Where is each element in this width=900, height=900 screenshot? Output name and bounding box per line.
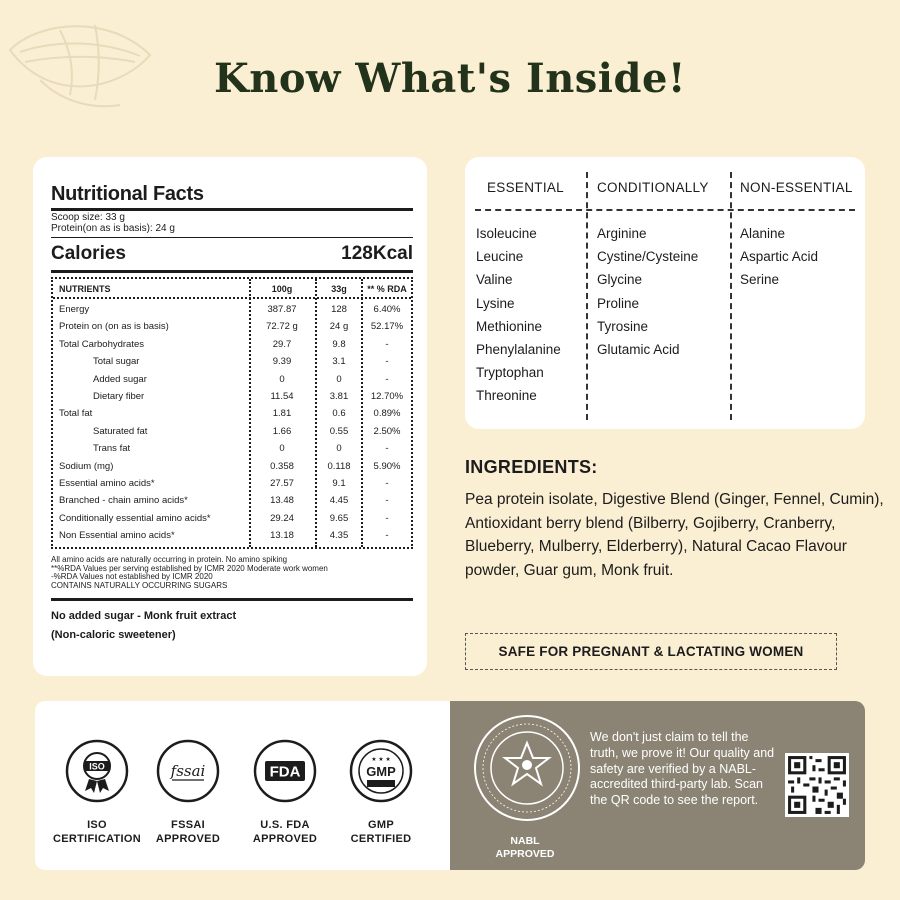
value-33g: 3.81 bbox=[329, 391, 349, 402]
page-title: Know What's Inside! bbox=[214, 55, 686, 102]
table-row bbox=[53, 389, 411, 406]
value-33g: 0.118 bbox=[327, 460, 351, 472]
value-100g: 0 bbox=[279, 443, 285, 455]
nutrient-name: Essential amino acids* bbox=[59, 478, 155, 489]
qr-code-icon[interactable] bbox=[785, 753, 849, 817]
nutrient-name: Dietary fiber bbox=[93, 391, 145, 402]
amino-acid-item: Valine bbox=[476, 272, 513, 288]
note: **%RDA Values per serving established by ICMR 2020 Moderate work women bbox=[51, 563, 328, 573]
note: -%RDA Values not established by ICMR 2020 bbox=[51, 572, 213, 582]
cert-fssai bbox=[143, 739, 233, 846]
cert-label: GMP CERTIFIED bbox=[350, 819, 412, 845]
divider bbox=[475, 209, 855, 211]
header-100g: 100g bbox=[271, 284, 293, 294]
value-100g: 1.81 bbox=[272, 408, 292, 420]
cert-iso bbox=[52, 739, 142, 846]
nabl-panel bbox=[450, 701, 865, 870]
table-row bbox=[53, 511, 411, 528]
value-33g: 0.6 bbox=[332, 408, 346, 420]
value-rda: - bbox=[385, 443, 389, 455]
svg-text:FDA: FDA bbox=[269, 763, 301, 781]
divider bbox=[51, 208, 413, 211]
value-100g: 29.24 bbox=[270, 512, 294, 524]
value-33g: 4.45 bbox=[329, 495, 349, 507]
table-row bbox=[53, 302, 411, 319]
nabl-description: We don't just claim to tell the truth, we prove it! Our quality and safety are verified by a NABL-accredited third-party lab. Scan the QR code to see the report. bbox=[590, 730, 775, 808]
ingredients-text: Pea protein isolate, Digestive Blend (Ginger, Fennel, Cumin), Antioxidant berry blend (Bilberry, Gojiberry, Cranberry, Blueberry, Mulberry, Elderberry), Natural Cacao Flavour powder, Guar gum, Monk fruit. bbox=[465, 491, 884, 579]
nonessential-list bbox=[740, 225, 818, 295]
svg-text:★ ★ ★: ★ ★ ★ bbox=[371, 757, 391, 763]
divider bbox=[51, 270, 413, 273]
value-33g: 0.55 bbox=[329, 425, 349, 437]
table-row bbox=[53, 406, 411, 423]
nutrient-name: Sodium (mg) bbox=[59, 460, 114, 472]
value-100g: 13.48 bbox=[270, 495, 294, 507]
header-rda: ** % RDA bbox=[367, 284, 407, 294]
value-rda: 12.70% bbox=[370, 391, 404, 402]
scoop-size: Scoop size: 33 g bbox=[51, 212, 125, 223]
amino-acid-item: Glycine bbox=[597, 272, 643, 288]
amino-acid-item: Lysine bbox=[476, 295, 515, 311]
value-33g: 3.1 bbox=[332, 356, 346, 368]
nutrient-name: Trans fat bbox=[93, 443, 131, 455]
value-33g: 9.65 bbox=[329, 512, 349, 524]
ingredients-heading: INGREDIENTS: bbox=[465, 457, 598, 477]
nutrient-name: Total sugar bbox=[93, 356, 140, 368]
amino-acid-item: Tryptophan bbox=[476, 365, 544, 381]
calories-value: 128Kcal bbox=[341, 243, 413, 264]
value-rda: - bbox=[385, 512, 389, 524]
nutrition-facts-card bbox=[33, 157, 427, 676]
conditional-heading: CONDITIONALLY bbox=[597, 180, 709, 195]
value-100g: 9.39 bbox=[272, 356, 292, 368]
value-rda: 5.90% bbox=[373, 460, 401, 472]
amino-acid-item: Isoleucine bbox=[476, 226, 537, 241]
table-row bbox=[53, 319, 411, 336]
amino-acid-item: Arginine bbox=[597, 226, 647, 241]
value-100g: 11.54 bbox=[270, 391, 294, 402]
value-100g: 72.72 g bbox=[266, 321, 298, 333]
value-33g: 0 bbox=[336, 373, 342, 385]
value-33g: 24 g bbox=[329, 321, 349, 333]
value-rda: - bbox=[385, 373, 389, 385]
sweetener-note: No added sugar - Monk fruit extract bbox=[51, 610, 237, 622]
value-100g: 13.18 bbox=[270, 530, 294, 542]
svg-text:GMP: GMP bbox=[366, 764, 396, 779]
table-row bbox=[53, 493, 411, 510]
value-rda: - bbox=[385, 356, 389, 368]
cert-gmp bbox=[336, 739, 426, 846]
value-rda: 2.50% bbox=[373, 425, 401, 437]
gmp-icon bbox=[349, 739, 413, 803]
table-row bbox=[53, 441, 411, 458]
amino-acid-item: Proline bbox=[597, 295, 640, 311]
protein-basis: Protein(on as is basis): 24 g bbox=[51, 223, 175, 234]
amino-acid-item: Tyrosine bbox=[597, 318, 649, 334]
divider bbox=[51, 237, 413, 238]
safe-for-pregnancy-badge: SAFE FOR PREGNANT & LACTATING WOMEN bbox=[465, 633, 837, 670]
value-100g: 27.57 bbox=[270, 478, 294, 489]
nutrient-name: Conditionally essential amino acids* bbox=[59, 512, 211, 524]
divider bbox=[730, 172, 732, 420]
table-row bbox=[53, 528, 411, 545]
fssai-icon bbox=[156, 739, 220, 803]
value-33g: 4.35 bbox=[329, 530, 349, 542]
note: CONTAINS NATURALLY OCCURRING SUGARS bbox=[51, 580, 228, 590]
table-row bbox=[53, 476, 411, 493]
divider bbox=[586, 172, 588, 420]
header-33g: 33g bbox=[331, 284, 347, 294]
conditional-list bbox=[597, 225, 698, 364]
amino-acid-item: Alanine bbox=[740, 226, 786, 241]
fda-icon bbox=[253, 739, 317, 803]
amino-acid-card bbox=[465, 157, 865, 429]
nutrient-name: Non Essential amino acids* bbox=[59, 530, 175, 542]
amino-acid-item: Aspartic Acid bbox=[740, 249, 819, 265]
value-33g: 0 bbox=[336, 443, 342, 455]
value-rda: - bbox=[385, 478, 389, 489]
svg-text:fssai: fssai bbox=[170, 762, 206, 780]
nonessential-heading: NON-ESSENTIAL bbox=[740, 180, 853, 195]
table-row bbox=[53, 424, 411, 441]
amino-acid-item: Cystine/Cysteine bbox=[597, 249, 699, 265]
certifications-panel bbox=[35, 701, 450, 870]
nutrition-notes bbox=[51, 556, 413, 590]
value-rda: 0.89% bbox=[373, 408, 401, 420]
nutrient-name: Saturated fat bbox=[93, 425, 148, 437]
cert-label: U.S. FDA APPROVED bbox=[252, 819, 318, 845]
calories-label: Calories bbox=[51, 243, 126, 264]
amino-acid-item: Threonine bbox=[476, 388, 537, 404]
nutrient-name: Added sugar bbox=[93, 373, 147, 385]
table-row bbox=[53, 459, 411, 476]
table-row bbox=[53, 354, 411, 371]
amino-acid-item: Phenylalanine bbox=[476, 341, 561, 357]
value-100g: 0.358 bbox=[270, 460, 294, 472]
svg-text:ISO: ISO bbox=[89, 761, 105, 772]
nutrient-name: Protein on (on as is basis) bbox=[59, 321, 169, 333]
value-rda: - bbox=[385, 495, 389, 507]
essential-heading: ESSENTIAL bbox=[487, 180, 564, 195]
sweetener-subnote: (Non-caloric sweetener) bbox=[51, 629, 176, 641]
value-rda: - bbox=[385, 530, 389, 542]
nutrient-name: Energy bbox=[59, 304, 90, 315]
header-nutrients: NUTRIENTS bbox=[59, 284, 111, 294]
value-33g: 128 bbox=[331, 304, 347, 315]
value-100g: 29.7 bbox=[272, 338, 292, 350]
cert-fda bbox=[240, 739, 330, 846]
nutrition-title: Nutritional Facts bbox=[51, 183, 204, 205]
value-rda: 6.40% bbox=[373, 304, 401, 315]
amino-acid-item: Serine bbox=[740, 272, 780, 288]
nabl-seal-icon bbox=[472, 713, 582, 823]
nabl-label: NABL APPROVED bbox=[495, 835, 555, 860]
iso-icon bbox=[65, 739, 129, 803]
table-row bbox=[53, 337, 411, 354]
nutrient-name: Total Carbohydrates bbox=[59, 338, 145, 350]
value-33g: 9.1 bbox=[332, 478, 346, 489]
divider bbox=[51, 598, 413, 601]
nutrition-table bbox=[51, 277, 413, 549]
value-100g: 387.87 bbox=[267, 304, 297, 315]
table-row bbox=[53, 372, 411, 389]
value-100g: 0 bbox=[279, 373, 285, 385]
nutrient-name: Total fat bbox=[59, 408, 93, 420]
amino-acid-item: Leucine bbox=[476, 249, 524, 265]
value-rda: - bbox=[385, 338, 389, 350]
note: All amino acids are naturally occurring in protein. No amino spiking bbox=[51, 555, 288, 564]
value-100g: 1.66 bbox=[272, 425, 292, 437]
cert-label: FSSAI APPROVED bbox=[155, 819, 221, 845]
essential-list bbox=[476, 225, 561, 411]
table-header bbox=[53, 279, 411, 299]
cert-label: ISO CERTIFICATION bbox=[52, 819, 142, 845]
amino-acid-item: Glutamic Acid bbox=[597, 341, 680, 357]
value-rda: 52.17% bbox=[370, 321, 404, 333]
value-33g: 9.8 bbox=[332, 338, 346, 350]
amino-acid-item: Methionine bbox=[476, 318, 543, 334]
nutrient-name: Branched - chain amino acids* bbox=[59, 495, 188, 507]
